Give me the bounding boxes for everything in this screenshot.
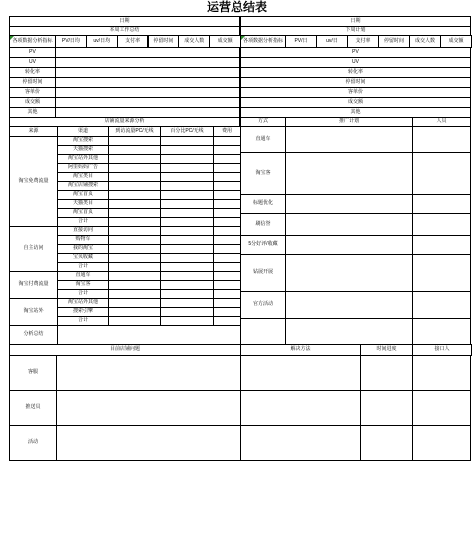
traffic-column-header: 渠道 xyxy=(57,126,109,137)
problem-column-header: 时间进度 xyxy=(360,344,413,356)
left-column-header: 支付率 xyxy=(117,35,149,48)
right-column-header: 支付率 xyxy=(347,35,379,48)
traffic-column-header: 来源 xyxy=(9,126,58,137)
right-metric-row-label: 转化率 xyxy=(240,67,471,78)
promo-plan-cell xyxy=(285,126,413,153)
traffic-channel: 直接访问 xyxy=(57,226,109,236)
promo-person-cell xyxy=(412,235,471,255)
progress-cell xyxy=(360,425,413,461)
solution-cell xyxy=(240,425,361,461)
traffic-source-group: 淘宝站外 xyxy=(9,298,58,326)
right-metric-row-label: 客单价 xyxy=(240,87,471,98)
traffic-column-header: 费用 xyxy=(213,126,241,137)
left-column-header: 停留时间 xyxy=(148,35,180,48)
solution-cell xyxy=(240,390,361,426)
promo-person-cell xyxy=(412,194,471,214)
promo-plan-cell xyxy=(285,152,413,195)
left-date-label: 日期 xyxy=(9,16,240,27)
problem-row-label: 客服 xyxy=(9,355,57,391)
promo-person-cell xyxy=(412,291,471,319)
page-title: 运营总结表 xyxy=(206,0,267,14)
promo-method: 钻展开展 xyxy=(240,254,286,292)
problem-row-label: 推送员 xyxy=(9,390,57,426)
promo-method xyxy=(240,318,286,345)
promo-plan-cell xyxy=(285,254,413,292)
promo-method: 官方活动 xyxy=(240,291,286,319)
promo-person-cell xyxy=(412,318,471,345)
traffic-channel: 淘宝类目 xyxy=(57,172,109,182)
traffic-channel: 我的淘宝 xyxy=(57,244,109,254)
promo-method: 5分好评/收藏 xyxy=(240,235,286,255)
right-column-header: 停留时间 xyxy=(378,35,410,48)
owner-cell xyxy=(412,355,471,391)
traffic-channel: 淘宝首页 xyxy=(57,190,109,200)
right-metric-row-label: 其他 xyxy=(240,107,471,118)
cell-marker-icon xyxy=(10,36,14,40)
traffic-source-group: 淘宝付费流量 xyxy=(9,271,58,299)
promo-plan-cell xyxy=(285,318,413,345)
right-metric-row-label: UV xyxy=(240,57,471,68)
promo-person-cell xyxy=(412,254,471,292)
left-metric-row-label: 转化率 xyxy=(9,67,56,78)
promo-method: 标题优化 xyxy=(240,194,286,214)
traffic-channel: 直通车 xyxy=(57,271,109,281)
right-column-header: 成交人数 xyxy=(409,35,441,48)
left-metric-row-label: 客单价 xyxy=(9,87,56,98)
promo-method: 淘宝客 xyxy=(240,152,286,195)
left-metric-header: 各项数据分析指标 xyxy=(9,35,56,48)
problem-detail-cell xyxy=(56,390,241,426)
traffic-section-label: 店铺流量来源分析 xyxy=(9,117,240,127)
right-metric-row-label: 成交额 xyxy=(240,97,471,108)
right-date-label: 日期 xyxy=(240,16,471,27)
traffic-source-group: 淘宝免费流量 xyxy=(9,136,58,227)
problem-column-header: 解决方法 xyxy=(240,344,361,356)
right-metric-header: 各项数据分析指标 xyxy=(240,35,286,48)
promo-person-cell xyxy=(412,126,471,153)
traffic-channel: 合计 xyxy=(57,262,109,272)
promo-plan-cell xyxy=(285,235,413,255)
promo-method: 直通车 xyxy=(240,126,286,153)
promo-plan-cell xyxy=(285,194,413,214)
problem-detail-cell xyxy=(56,355,241,391)
problem-column-header: 目前店铺问题 xyxy=(9,344,241,356)
traffic-channel: 淘宝站外其他 xyxy=(57,298,109,308)
traffic-summary-label: 分析总结 xyxy=(9,325,58,345)
left-metric-row-label: 其他 xyxy=(9,107,56,118)
traffic-channel: 阿里妈妈广告 xyxy=(57,163,109,173)
problem-row-label: 活动 xyxy=(9,425,57,461)
left-metric-row-label: 停留时间 xyxy=(9,77,56,88)
promo-plan-cell xyxy=(285,291,413,319)
traffic-channel: 宝贝收藏 xyxy=(57,253,109,263)
left-column-header: 成交额 xyxy=(209,35,241,48)
solution-cell xyxy=(240,355,361,391)
traffic-column-header: 百分比PC/无线 xyxy=(160,126,214,137)
problem-detail-cell xyxy=(56,425,241,461)
promo-person-cell xyxy=(412,213,471,236)
traffic-channel: 淘宝客 xyxy=(57,280,109,290)
right-metric-row-label: PV xyxy=(240,47,471,58)
traffic-channel: 淘宝站外其他 xyxy=(57,154,109,164)
left-week-summary-label: 本周工作总结 xyxy=(9,26,240,36)
traffic-channel: 合计 xyxy=(57,316,109,326)
progress-cell xyxy=(360,355,413,391)
promo-header: 推广计划 xyxy=(285,117,413,127)
traffic-channel: 合计 xyxy=(57,217,109,227)
traffic-channel: 搜索引擎 xyxy=(57,307,109,317)
traffic-channel: 淘宝搜索 xyxy=(57,136,109,146)
promo-method: 刷信誉 xyxy=(240,213,286,236)
left-column-header: uv/日均 xyxy=(86,35,118,48)
traffic-channel: 合计 xyxy=(57,289,109,299)
promo-person-cell xyxy=(412,152,471,195)
left-metric-row-label: 成交额 xyxy=(9,97,56,108)
left-metric-row-label: PV xyxy=(9,47,56,58)
right-column-header: uv/日 xyxy=(316,35,348,48)
owner-cell xyxy=(412,390,471,426)
left-column-header: 成交人数 xyxy=(178,35,210,48)
right-column-header: PV/日 xyxy=(285,35,317,48)
right-column-header: 成交额 xyxy=(440,35,472,48)
cell-marker-icon xyxy=(241,36,245,40)
traffic-channel: 淘宝首页 xyxy=(57,208,109,218)
traffic-summary-value xyxy=(57,325,241,345)
traffic-channel: 天猫搜索 xyxy=(57,145,109,155)
progress-cell xyxy=(360,390,413,426)
traffic-source-group: 自主访问 xyxy=(9,226,58,272)
left-metric-row-label: UV xyxy=(9,57,56,68)
owner-cell xyxy=(412,425,471,461)
traffic-column-header: 到访流量PC/无线 xyxy=(108,126,161,137)
traffic-channel: 天猫类目 xyxy=(57,199,109,209)
right-metric-row-label: 停留时间 xyxy=(240,77,471,88)
left-column-header: PV/日均 xyxy=(55,35,87,48)
problem-column-header: 接口人 xyxy=(412,344,472,356)
right-next-plan-label: 下周计划 xyxy=(240,26,471,36)
promo-header: 人员 xyxy=(412,117,471,127)
traffic-channel: 淘宝店铺搜索 xyxy=(57,181,109,191)
promo-header: 方式 xyxy=(240,117,286,127)
traffic-channel: 购物车 xyxy=(57,235,109,245)
promo-plan-cell xyxy=(285,213,413,236)
